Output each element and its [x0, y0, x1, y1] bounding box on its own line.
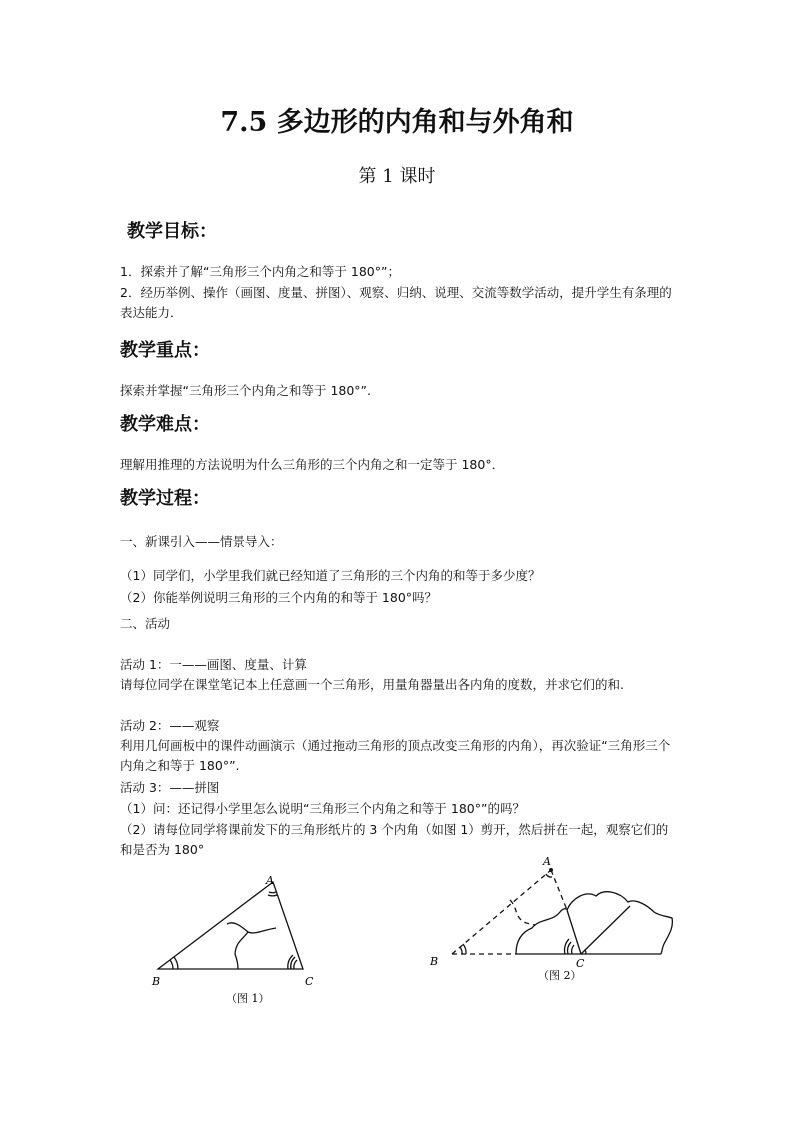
- activity-2-title: 活动 2：——观察: [120, 718, 220, 733]
- ray-b-piece: [581, 906, 630, 954]
- activity-3-question-1: （1）问：还记得小学里怎么说明“三角形三个内角之和等于 180°”的吗？: [120, 801, 525, 816]
- section-intro: 一、新课引入——情景导入：: [120, 534, 283, 549]
- piece-right-edge: [567, 892, 672, 954]
- cut-line-a: [227, 923, 276, 933]
- figure-2-caption: （图 2）: [538, 969, 582, 982]
- objectives-heading: 教学目标：: [127, 221, 217, 242]
- process-heading: 教学过程：: [120, 488, 210, 509]
- label-a: A: [266, 874, 274, 887]
- dashed-side-ac: [551, 870, 567, 910]
- activity-3-title: 活动 3：——拼图: [120, 780, 220, 795]
- figure-1-triangle: [150, 872, 325, 1012]
- activity-2-text: 利用几何画板中的课件动画演示（通过拖动三角形的顶点改变三角形的内角），再次验证“三角形三个内角之和等于 180°”.: [120, 738, 671, 773]
- figure-1-caption: （图 1）: [226, 992, 270, 1005]
- label-a: A: [543, 855, 551, 868]
- key-points-text: 探索并掌握“三角形三个内角之和等于 180°”.: [120, 383, 372, 398]
- lesson-subtitle: 第 1 课时: [358, 166, 436, 187]
- ray-a-piece: [567, 910, 581, 954]
- angle-b-arc: [170, 960, 173, 969]
- key-points-heading: 教学重点：: [120, 340, 210, 361]
- question-1: （1）同学们，小学里我们就已经知道了三角形的三个内角的和等于多少度？: [120, 568, 541, 583]
- piece-left-edge: [516, 909, 567, 954]
- section-activities: 二、活动: [120, 616, 171, 631]
- triangle-abc: [158, 882, 303, 969]
- page-title: 7.5 多边形的内角和与外角和: [220, 107, 574, 138]
- activity-3-question-2: （2）请每位同学将课前发下的三角形纸片的 3 个内角（如图 1）剪开，然后拼在一起，观察它们的和是否为 180°: [120, 822, 669, 857]
- activity-1-title: 活动 1：一——画图、度量、计算: [120, 657, 307, 672]
- difficulty-text: 理解用推理的方法说明为什么三角形的三个内角之和一定等于 180°．: [120, 457, 505, 472]
- difficulty-heading: 教学难点：: [120, 414, 210, 435]
- figure-2-rearranged-angles: [428, 848, 678, 983]
- label-b: B: [152, 975, 161, 988]
- objective-item-2: 2．经历举例、操作（画图、度量、拼图）、观察、归纳、说理、交流等数学活动，提升学生有条理的表达能力．: [120, 285, 672, 320]
- objective-item-1: 1．探索并了解“三角形三个内角之和等于 180°”；: [120, 264, 400, 279]
- label-c: C: [576, 957, 585, 970]
- dashed-side-ba: [452, 870, 551, 954]
- cut-line-b: [235, 932, 248, 969]
- activity-1-text: 请每位同学在课堂笔记本上任意画一个三角形，用量角器量出各内角的度数，并求它们的和.: [120, 677, 624, 692]
- label-c: C: [305, 975, 314, 988]
- label-b: B: [430, 955, 439, 968]
- question-2: （2）你能举例说明三角形的三个内角的和等于 180°吗？: [120, 590, 438, 605]
